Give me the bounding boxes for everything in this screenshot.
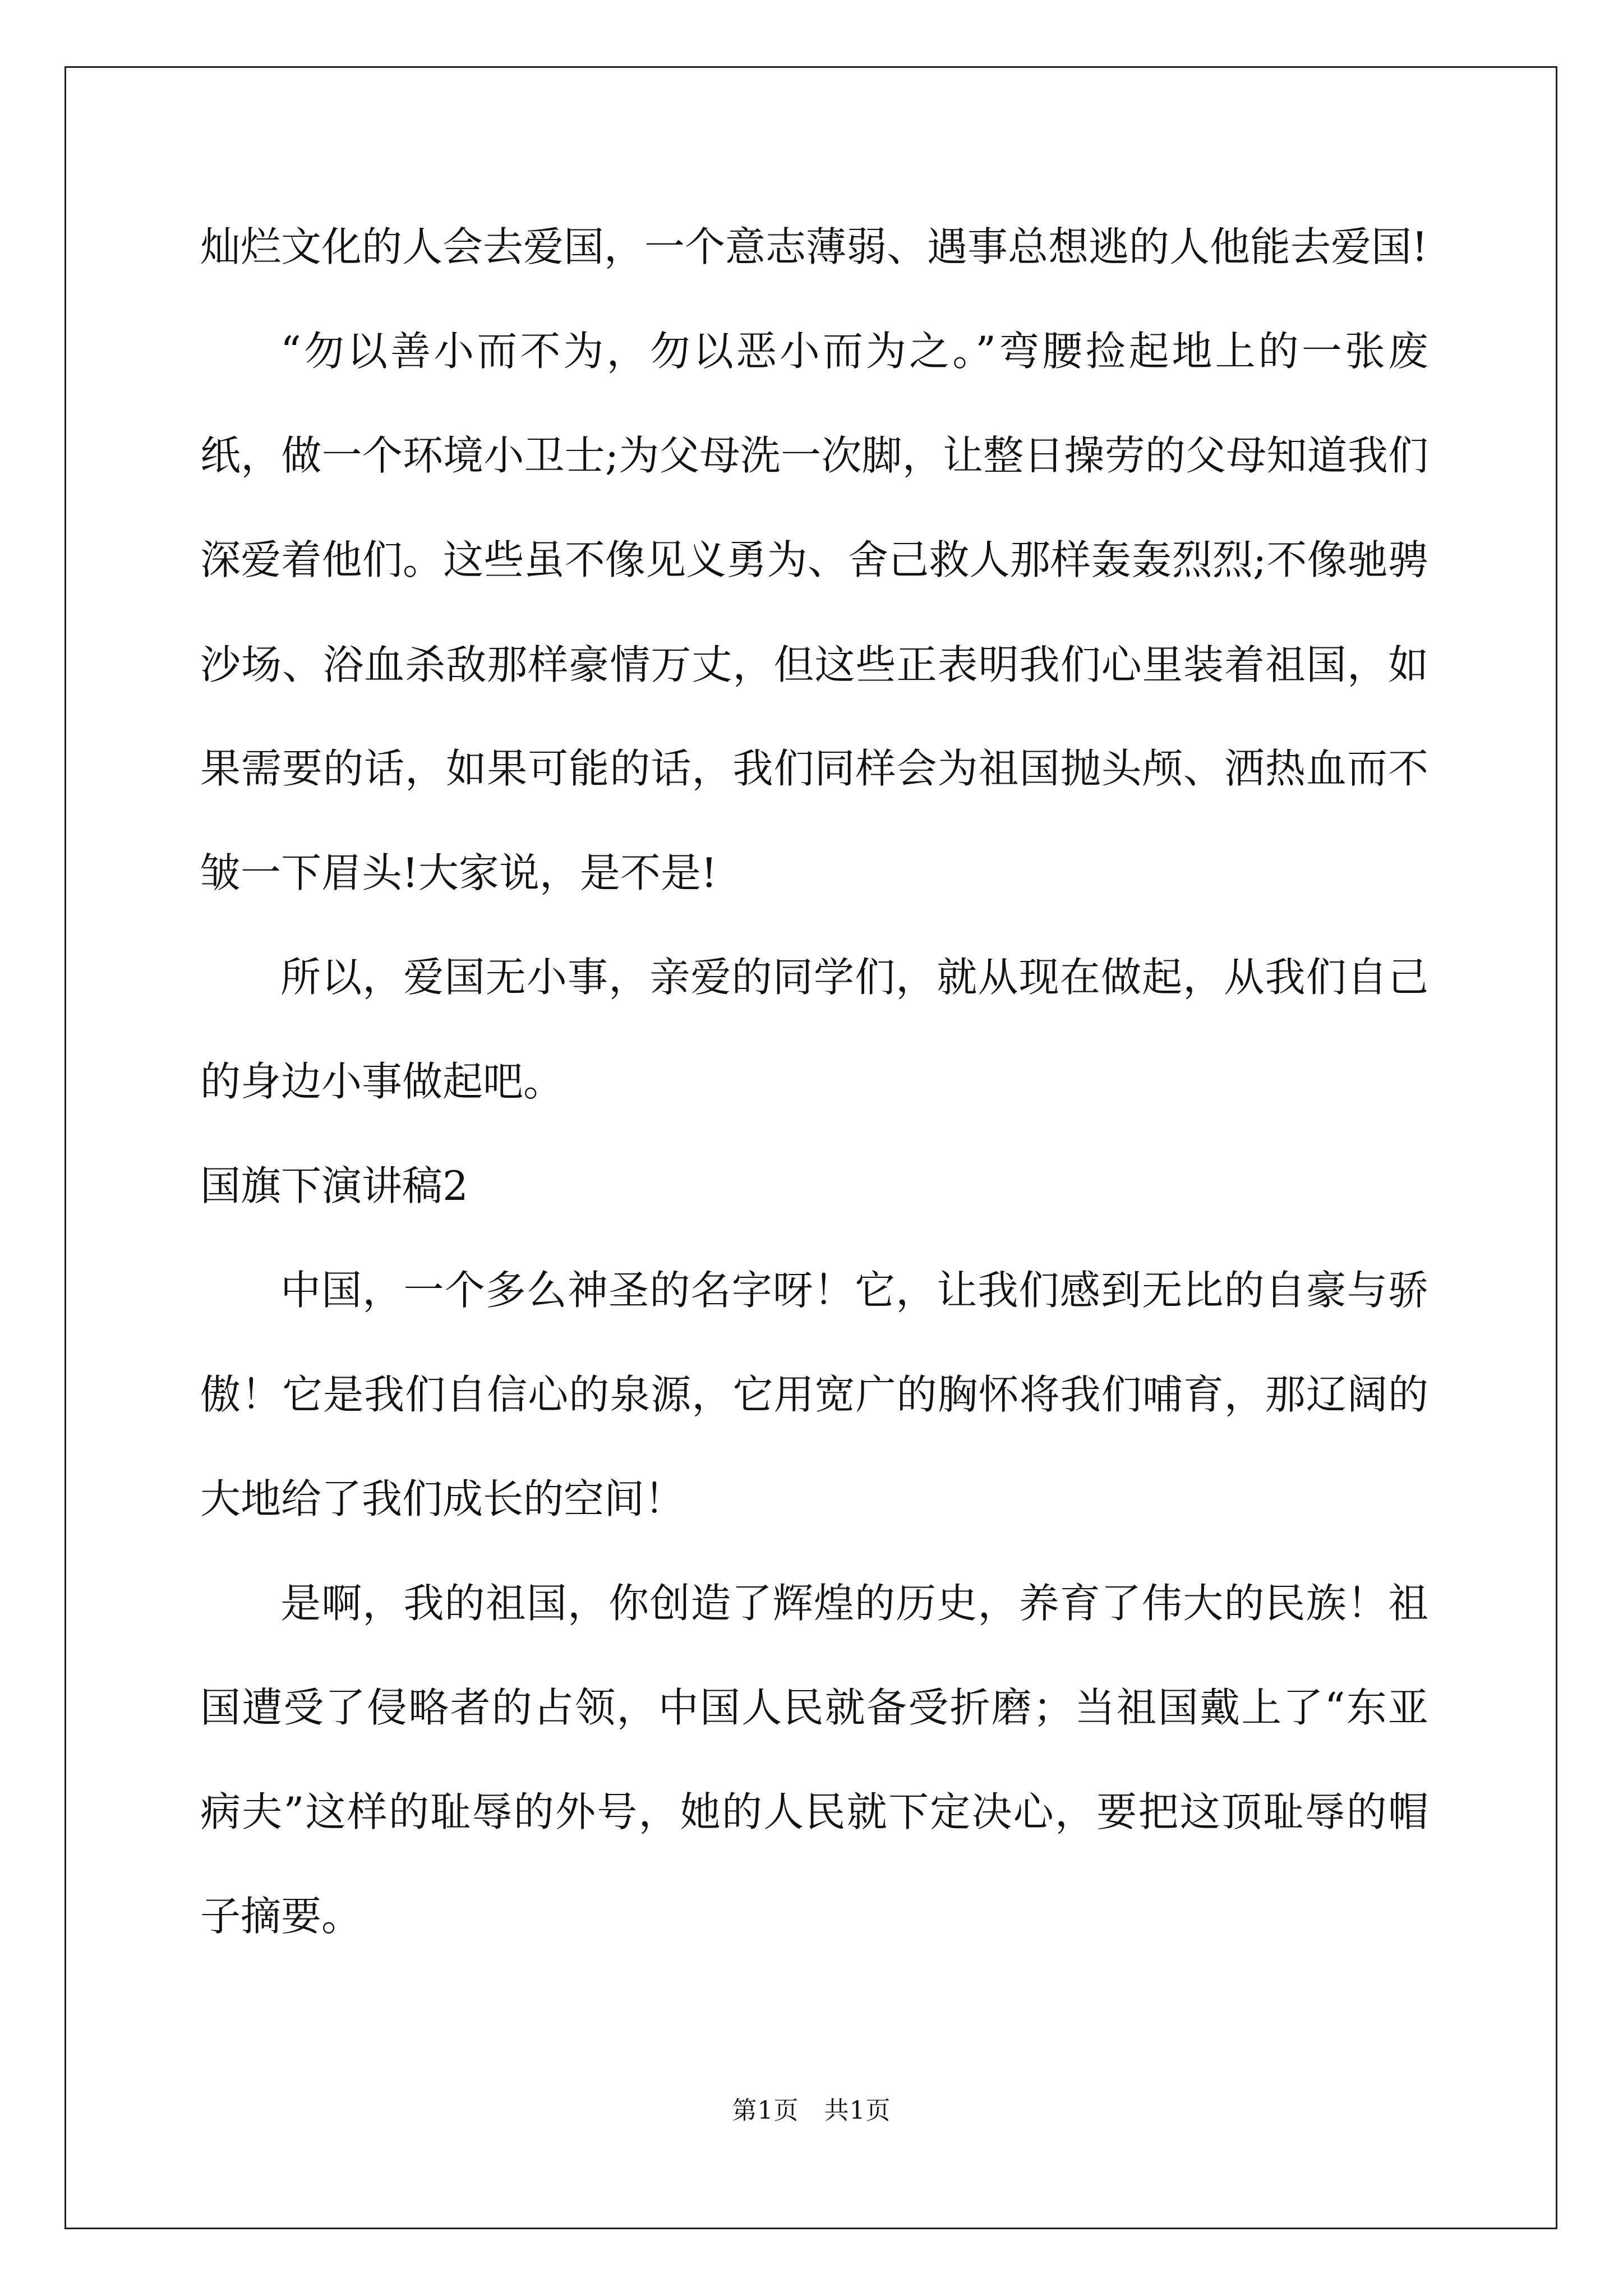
paragraph-line: 傲！它是我们自信心的泉源，它用宽广的胸怀将我们哺育，那辽阔的 (200, 1371, 1428, 1418)
section-heading: 国旗下演讲稿2 (200, 1162, 468, 1209)
paragraph-line: 国遭受了侵略者的占领，中国人民就备受折磨；当祖国戴上了“东亚 (200, 1684, 1428, 1731)
paragraph-line: 中国，一个多么神圣的名字呀！它，让我们感到无比的自豪与骄 (280, 1267, 1428, 1314)
paragraph-line: 沙场、浴血杀敌那样豪情万丈，但这些正表明我们心里装着祖国，如 (200, 641, 1428, 688)
paragraph-line: 病夫”这样的耻辱的外号，她的人民就下定决心，要把这顶耻辱的帽 (200, 1788, 1428, 1835)
paragraph-line: 深爱着他们。这些虽不像见义勇为、舍己救人那样轰轰烈烈;不像驰骋 (200, 536, 1428, 583)
paragraph-line: 大地给了我们成长的空间！ (200, 1475, 685, 1522)
paragraph-line: 皱一下眉头!大家说，是不是! (200, 849, 717, 896)
paragraph-line: “勿以善小而不为，勿以恶小而为之。”弯腰捡起地上的一张废 (280, 328, 1428, 375)
paragraph-line: 灿烂文化的人会去爱国，一个意志薄弱、遇事总想逃的人他能去爱国! (200, 223, 1428, 270)
paragraph-line: 的身边小事做起吧。 (200, 1058, 564, 1105)
paragraph-line: 是啊，我的祖国，你创造了辉煌的历史，养育了伟大的民族！祖 (280, 1580, 1428, 1627)
paragraph-line: 所以，爱国无小事，亲爱的同学们，就从现在做起，从我们自己 (280, 954, 1428, 1001)
paragraph-line: 纸，做一个环境小卫士;为父母洗一次脚，让整日操劳的父母知道我们 (200, 432, 1428, 479)
page-number-footer: 第1页 共1页 (732, 2096, 891, 2125)
paragraph-line: 果需要的话，如果可能的话，我们同样会为祖国抛头颅、洒热血而不 (200, 745, 1428, 792)
paragraph-line: 子摘要。 (200, 1893, 362, 1940)
